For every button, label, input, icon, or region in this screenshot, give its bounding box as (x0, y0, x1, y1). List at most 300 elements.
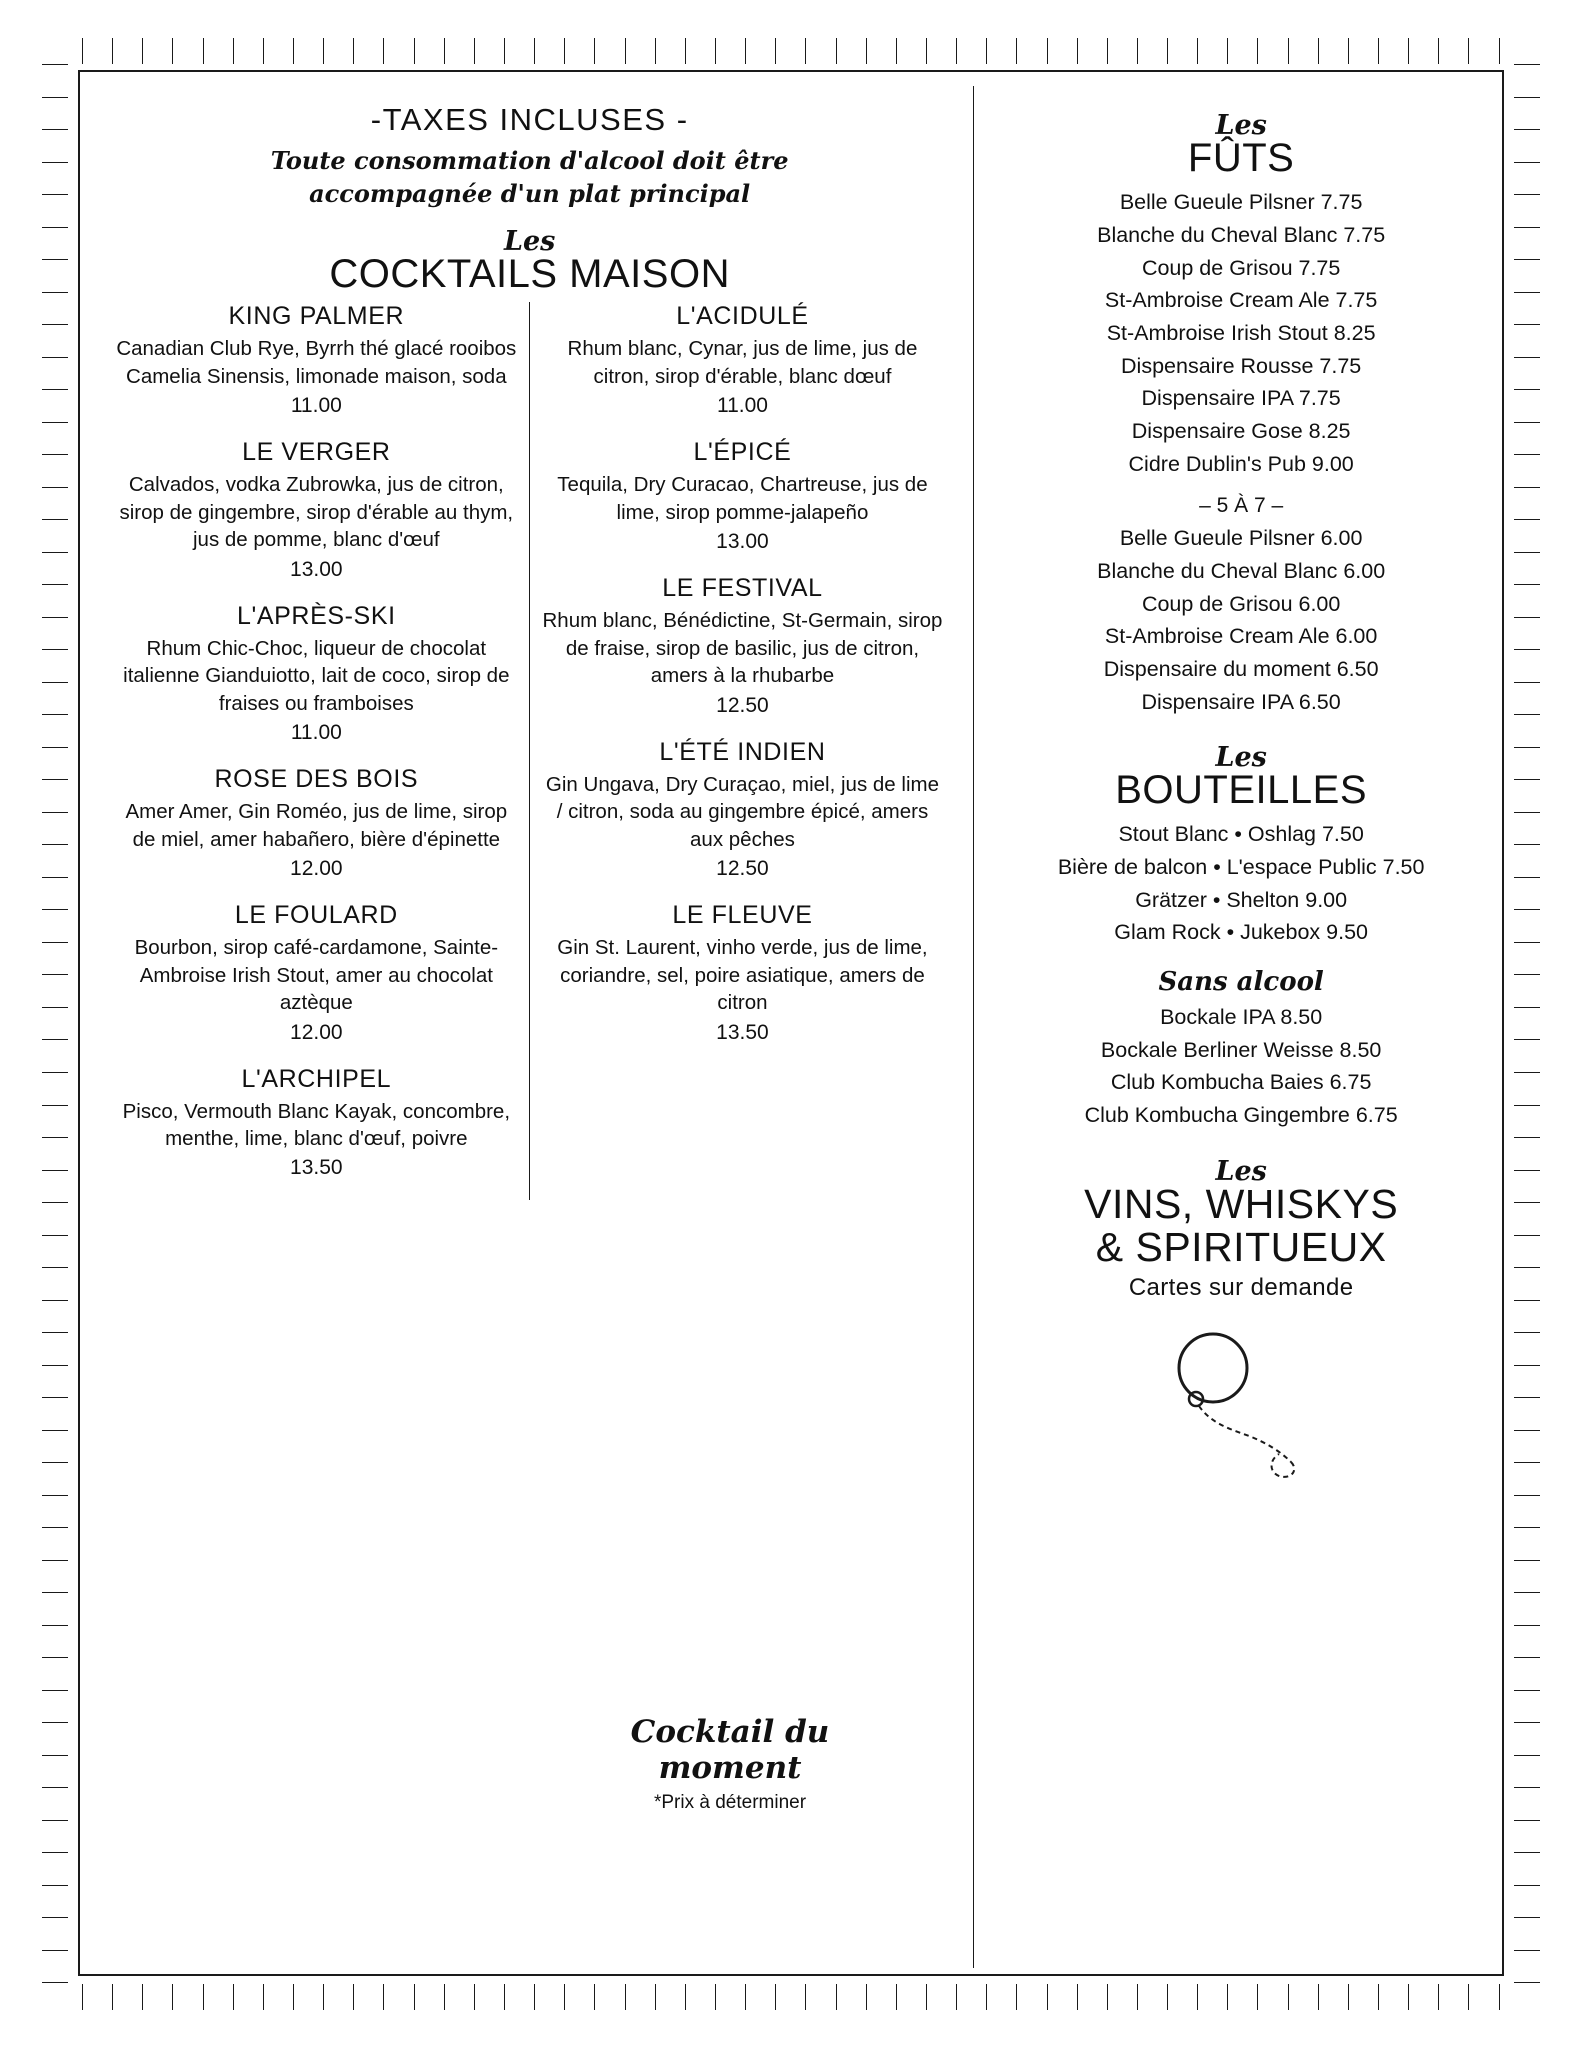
menu-content (86, 86, 1496, 1968)
tick-mark (534, 38, 535, 64)
tick-mark (142, 1984, 143, 2010)
tick-mark (42, 584, 68, 585)
tick-mark (1016, 1984, 1017, 2010)
bouteille-line: Stout Blanc • Oshlag 7.50 (1118, 822, 1364, 847)
futs-les-label: Les (1215, 110, 1267, 141)
tick-mark (986, 1984, 987, 2010)
vins-heading (996, 1155, 1486, 1302)
cocktail-item (542, 302, 944, 418)
tick-mark (1257, 1984, 1258, 2010)
cocktail-item (116, 765, 517, 881)
tick-mark (1514, 487, 1540, 488)
tick-mark (926, 38, 927, 64)
sans-alcool-line: Club Kombucha Gingembre 6.75 (1084, 1103, 1398, 1128)
tick-mark (1197, 38, 1198, 64)
sans-alcool-label: Sans alcool (1158, 967, 1324, 998)
taxes-notice-title: -TAXES INCLUSES - (370, 102, 689, 137)
tick-mark (1514, 1170, 1540, 1171)
tick-mark (1348, 1984, 1349, 2010)
tick-mark (42, 259, 68, 260)
tick-mark (42, 1430, 68, 1431)
tick-mark (353, 38, 354, 64)
right-column (974, 86, 1496, 1968)
cocktail-name: L'ACIDULÉ (676, 302, 809, 331)
vins-title-line1: VINS, WHISKYS (1084, 1180, 1399, 1227)
tick-mark (1514, 747, 1540, 748)
tick-row-top (82, 38, 1500, 64)
tick-mark (1514, 1950, 1540, 1951)
tick-mark (1197, 1984, 1198, 2010)
tick-row-bottom (82, 1984, 1500, 2010)
tick-mark (42, 812, 68, 813)
cocktails-columns (104, 302, 955, 1200)
tick-mark (42, 1332, 68, 1333)
tick-mark (42, 1300, 68, 1301)
tick-mark (1288, 1984, 1289, 2010)
cocktails-title: COCKTAILS MAISON (329, 252, 730, 297)
tick-mark (1137, 38, 1138, 64)
cocktail-description: Canadian Club Rye, Byrrh thé glacé rooibos Camelia Sinensis, limonade maison, soda (116, 337, 517, 388)
tick-mark (1514, 292, 1540, 293)
tick-mark (1408, 38, 1409, 64)
tick-mark (1514, 1039, 1540, 1040)
tick-mark (1514, 714, 1540, 715)
tick-mark (715, 38, 716, 64)
fut-line: Coup de Grisou 7.75 (1141, 255, 1341, 280)
tick-mark (1107, 1984, 1108, 2010)
tick-mark (775, 38, 776, 64)
tick-mark (1514, 1072, 1540, 1073)
tick-mark (42, 1657, 68, 1658)
tick-mark (293, 38, 294, 64)
tick-mark (42, 1105, 68, 1106)
bouteille-line: Grätzer • Shelton 9.00 (1135, 887, 1348, 912)
tick-mark (323, 1984, 324, 2010)
tick-mark (42, 974, 68, 975)
tick-mark (1514, 1365, 1540, 1366)
tick-mark (836, 1984, 837, 2010)
tick-mark (42, 1397, 68, 1398)
futs-title: FÛTS (1187, 136, 1295, 180)
tick-mark (1468, 1984, 1469, 2010)
tick-mark (42, 747, 68, 748)
tick-mark (42, 1982, 68, 1983)
tick-mark (42, 1495, 68, 1496)
tick-mark (474, 38, 475, 64)
tick-mark (1438, 1984, 1439, 2010)
tick-mark (42, 1039, 68, 1040)
cocktail-price: 13.00 (716, 530, 769, 554)
cocktails-heading (104, 228, 955, 296)
cocktail-item (116, 302, 517, 418)
sans-alcool-line: Club Kombucha Baies 6.75 (1110, 1070, 1372, 1095)
tick-mark (42, 454, 68, 455)
tick-mark (1514, 1397, 1540, 1398)
tick-mark (625, 38, 626, 64)
cocktail-name: L'ÉPICÉ (693, 438, 792, 467)
tick-mark (42, 1072, 68, 1073)
tick-mark (172, 1984, 173, 2010)
bouteilles-list (996, 818, 1486, 949)
tick-mark (323, 38, 324, 64)
fut-line: Blanche du Cheval Blanc 7.75 (1097, 222, 1386, 247)
tick-mark (42, 357, 68, 358)
cocktail-price: 12.50 (716, 857, 769, 881)
tick-mark (42, 942, 68, 943)
bouteilles-les-label: Les (1215, 742, 1267, 774)
cocktail-price: 11.00 (290, 721, 342, 745)
cocktail-name: LE VERGER (242, 438, 391, 467)
tick-mark (1514, 1787, 1540, 1788)
bouteilles-title: BOUTEILLES (1115, 768, 1368, 813)
fut-happy-hour-line: Blanche du Cheval Blanc 6.00 (1097, 558, 1386, 583)
tick-mark (42, 649, 68, 650)
tick-mark (1514, 324, 1540, 325)
tick-mark (263, 38, 264, 64)
alcohol-notice (104, 144, 955, 210)
tick-mark (42, 1755, 68, 1756)
tick-mark (1378, 38, 1379, 64)
tick-mark (42, 97, 68, 98)
tick-mark (1514, 682, 1540, 683)
tick-mark (1514, 812, 1540, 813)
tick-mark (1514, 422, 1540, 423)
tick-mark (1514, 194, 1540, 195)
tick-mark (42, 1852, 68, 1853)
tick-mark (1514, 1560, 1540, 1561)
vins-title-line2: & SPIRITUEUX (1095, 1224, 1387, 1271)
tick-mark (42, 877, 68, 878)
tick-mark (263, 1984, 264, 2010)
tick-mark (1514, 1235, 1540, 1236)
tick-mark (42, 1137, 68, 1138)
cocktail-description: Gin St. Laurent, vinho verde, jus de lime, coriandre, sel, poire asiatique, amers de citron (557, 936, 928, 1015)
tick-mark (655, 1984, 656, 2010)
tick-mark (866, 1984, 867, 2010)
tick-mark (42, 1527, 68, 1528)
tick-mark (42, 779, 68, 780)
tick-mark (42, 194, 68, 195)
cocktails-column-right (530, 302, 956, 1200)
tick-mark (42, 1690, 68, 1691)
tick-mark (1514, 584, 1540, 585)
tick-mark (1514, 64, 1540, 65)
tick-mark (1514, 1917, 1540, 1918)
tick-mark (42, 129, 68, 130)
cocktail-price: 13.00 (290, 557, 343, 581)
tick-mark (1047, 1984, 1048, 2010)
tick-mark (1077, 1984, 1078, 2010)
cocktail-price: 12.00 (290, 1020, 343, 1044)
tick-mark (42, 227, 68, 228)
tick-mark (474, 1984, 475, 2010)
tick-mark (383, 1984, 384, 2010)
tick-mark (685, 1984, 686, 2010)
tick-mark (1514, 1300, 1540, 1301)
fut-line: Cidre Dublin's Pub 9.00 (1128, 451, 1354, 476)
fut-happy-hour-line: Dispensaire IPA 6.50 (1141, 689, 1341, 714)
cocktail-description: Bourbon, sirop café-cardamone, Sainte-Ambroise Irish Stout, amer au chocolat aztèque (134, 936, 499, 1015)
tick-mark (1514, 877, 1540, 878)
tick-mark (42, 682, 68, 683)
tick-mark (956, 1984, 957, 2010)
tick-mark (1438, 38, 1439, 64)
tick-mark (444, 1984, 445, 2010)
tick-mark (42, 487, 68, 488)
tick-mark (926, 1984, 927, 2010)
tick-mark (625, 1984, 626, 2010)
corkscrew-icon (1141, 1320, 1341, 1490)
bouteille-line: Glam Rock • Jukebox 9.50 (1114, 920, 1368, 945)
sans-alcool-line: Bockale Berliner Weisse 8.50 (1100, 1037, 1382, 1062)
cocktail-item (116, 1065, 517, 1181)
tick-mark (1514, 1430, 1540, 1431)
tick-mark (1514, 129, 1540, 130)
tick-mark (233, 1984, 234, 2010)
cocktail-name: KING PALMER (228, 302, 405, 331)
tick-mark (1514, 259, 1540, 260)
tick-mark (203, 38, 204, 64)
tick-mark (1514, 1657, 1540, 1658)
fut-happy-hour-line: Coup de Grisou 6.00 (1141, 591, 1341, 616)
tick-mark (1514, 1332, 1540, 1333)
tick-mark (564, 38, 565, 64)
tick-mark (1514, 1982, 1540, 1983)
fut-line: Dispensaire Rousse 7.75 (1121, 353, 1362, 378)
tick-mark (42, 714, 68, 715)
tick-mark (233, 38, 234, 64)
fut-line: Dispensaire IPA 7.75 (1141, 386, 1341, 411)
tick-mark (1378, 1984, 1379, 2010)
tick-mark (42, 1560, 68, 1561)
tick-mark (1514, 389, 1540, 390)
cocktail-name: ROSE DES BOIS (214, 765, 419, 794)
tick-mark (1514, 162, 1540, 163)
tick-mark (42, 1202, 68, 1203)
tick-mark (1077, 38, 1078, 64)
tick-mark (1137, 1984, 1138, 2010)
cocktail-description: Amer Amer, Gin Roméo, jus de lime, sirop de miel, amer habañero, bière d'épinette (125, 800, 508, 851)
tick-mark (42, 324, 68, 325)
cocktail-item (116, 901, 517, 1044)
cocktail-item (542, 901, 944, 1044)
tick-mark (986, 38, 987, 64)
tick-mark (203, 1984, 204, 2010)
tick-mark (1514, 1755, 1540, 1756)
bouteilles-heading (996, 744, 1486, 812)
fut-line: St-Ambroise Cream Ale 7.75 (1104, 288, 1378, 313)
tick-mark (715, 1984, 716, 2010)
tick-mark (414, 1984, 415, 2010)
cocktail-name: LE FOULARD (234, 901, 398, 930)
tick-mark (1514, 909, 1540, 910)
cocktail-item (542, 574, 944, 717)
tick-mark (42, 844, 68, 845)
cocktails-column-left (104, 302, 530, 1200)
tick-mark (1227, 38, 1228, 64)
tick-mark (1514, 1885, 1540, 1886)
left-column (86, 86, 974, 1968)
cocktail-description: Rhum blanc, Cynar, jus de lime, jus de citron, sirop d'érable, blanc dœuf (567, 337, 918, 388)
cocktail-price: 13.50 (290, 1156, 343, 1180)
tick-mark (42, 1007, 68, 1008)
cocktail-item (116, 438, 517, 581)
tick-mark (1514, 779, 1540, 780)
tick-mark (1514, 1267, 1540, 1268)
tick-mark (1016, 38, 1017, 64)
tick-mark (42, 617, 68, 618)
tick-mark (1514, 1852, 1540, 1853)
tick-mark (1514, 1722, 1540, 1723)
tick-mark (1514, 1202, 1540, 1203)
tick-mark (42, 162, 68, 163)
cocktails-les-label: Les (503, 226, 556, 258)
tick-mark (745, 38, 746, 64)
tick-mark (1257, 38, 1258, 64)
tick-mark (594, 38, 595, 64)
tick-col-left (42, 64, 68, 1984)
tick-mark (1514, 1592, 1540, 1593)
tick-mark (896, 38, 897, 64)
tick-mark (1514, 1820, 1540, 1821)
tick-mark (1107, 38, 1108, 64)
tick-mark (1318, 1984, 1319, 2010)
alcohol-notice-line2: accompagnée d'un plat principal (309, 179, 751, 209)
tick-mark (383, 38, 384, 64)
tick-mark (42, 519, 68, 520)
tick-mark (1514, 617, 1540, 618)
tick-mark (866, 38, 867, 64)
cocktail-du-moment (560, 1714, 900, 1814)
tick-mark (353, 1984, 354, 2010)
futs-list (996, 186, 1486, 480)
cocktail-du-moment-title: Cocktail du moment (630, 1714, 830, 1786)
tick-mark (956, 38, 957, 64)
tick-mark (1514, 844, 1540, 845)
alcohol-notice-line1: Toute consommation d'alcool doit être (270, 146, 789, 175)
sans-alcool-list (996, 1001, 1486, 1132)
happy-hour-label: – 5 À 7 – (1199, 494, 1284, 518)
cocktail-item (542, 738, 944, 881)
tick-mark (42, 1235, 68, 1236)
tick-mark (775, 1984, 776, 2010)
tick-mark (1514, 97, 1540, 98)
tick-mark (1514, 1690, 1540, 1691)
fut-happy-hour-line: Belle Gueule Pilsner 6.00 (1119, 526, 1363, 551)
tick-mark (1514, 1495, 1540, 1496)
tick-mark (42, 1917, 68, 1918)
tick-mark (745, 1984, 746, 2010)
fut-happy-hour-line: Dispensaire du moment 6.50 (1103, 656, 1379, 681)
tick-mark (42, 1267, 68, 1268)
tick-mark (685, 38, 686, 64)
tick-mark (112, 38, 113, 64)
fut-line: St-Ambroise Irish Stout 8.25 (1106, 320, 1376, 345)
fut-line: Dispensaire Gose 8.25 (1131, 418, 1351, 443)
cocktail-price: 11.00 (716, 394, 768, 418)
cocktail-price: 12.00 (290, 857, 343, 881)
tick-mark (42, 1170, 68, 1171)
futs-heading (996, 112, 1486, 180)
vins-subtitle: Cartes sur demande (1128, 1273, 1354, 1301)
tick-mark (1047, 38, 1048, 64)
tick-mark (1514, 1105, 1540, 1106)
tick-mark (504, 1984, 505, 2010)
cocktail-du-moment-note: *Prix à déterminer (653, 1792, 807, 1813)
tick-mark (42, 292, 68, 293)
tick-mark (805, 1984, 806, 2010)
cocktail-description: Tequila, Dry Curacao, Chartreuse, jus de lime, sirop pomme-jalapeño (557, 473, 928, 524)
tick-mark (1514, 454, 1540, 455)
tick-mark (1318, 38, 1319, 64)
tick-mark (42, 64, 68, 65)
bouteille-line: Bière de balcon • L'espace Public 7.50 (1057, 855, 1425, 880)
tick-col-right (1514, 64, 1540, 1984)
tick-mark (1499, 38, 1500, 64)
tick-mark (1227, 1984, 1228, 2010)
cocktail-item (116, 602, 517, 745)
tick-mark (1514, 1462, 1540, 1463)
tick-mark (1348, 38, 1349, 64)
tick-mark (42, 1950, 68, 1951)
tick-mark (1514, 227, 1540, 228)
cocktail-description: Rhum Chic-Choc, liqueur de chocolat italienne Gianduiotto, lait de coco, sirop de fraises ou framboises (123, 636, 510, 715)
tick-mark (1514, 1137, 1540, 1138)
tick-mark (42, 1365, 68, 1366)
tick-mark (1167, 1984, 1168, 2010)
cocktail-name: L'ÉTÉ INDIEN (659, 737, 826, 766)
tick-mark (1514, 649, 1540, 650)
tick-mark (1514, 1625, 1540, 1626)
tick-mark (655, 38, 656, 64)
tick-mark (42, 909, 68, 910)
tick-mark (1514, 942, 1540, 943)
tick-mark (42, 1722, 68, 1723)
tick-mark (1514, 552, 1540, 553)
tick-mark (1514, 974, 1540, 975)
tick-mark (836, 38, 837, 64)
cocktail-description: Gin Ungava, Dry Curaçao, miel, jus de lime / citron, soda au gingembre épicé, amers aux pêches (545, 772, 939, 851)
tick-mark (594, 1984, 595, 2010)
tick-mark (42, 1625, 68, 1626)
tick-mark (1499, 1984, 1500, 2010)
tick-mark (82, 38, 83, 64)
cocktail-item (542, 438, 944, 554)
tick-mark (1408, 1984, 1409, 2010)
tick-mark (42, 1787, 68, 1788)
tick-mark (1514, 1007, 1540, 1008)
tick-mark (112, 1984, 113, 2010)
tick-mark (1514, 1527, 1540, 1528)
tick-mark (1468, 38, 1469, 64)
tick-mark (42, 552, 68, 553)
tick-mark (42, 389, 68, 390)
tick-mark (414, 38, 415, 64)
tick-mark (1167, 38, 1168, 64)
cocktail-price: 11.00 (290, 394, 342, 418)
tick-mark (896, 1984, 897, 2010)
cocktail-price: 12.50 (716, 693, 769, 717)
tick-mark (42, 1592, 68, 1593)
fut-line: Belle Gueule Pilsner 7.75 (1119, 190, 1363, 215)
cocktail-name: LE FESTIVAL (662, 574, 823, 603)
tick-mark (504, 38, 505, 64)
tick-mark (42, 422, 68, 423)
sans-alcool-line: Bockale IPA 8.50 (1160, 1005, 1323, 1030)
tick-mark (564, 1984, 565, 2010)
tick-mark (1288, 38, 1289, 64)
tick-mark (142, 38, 143, 64)
